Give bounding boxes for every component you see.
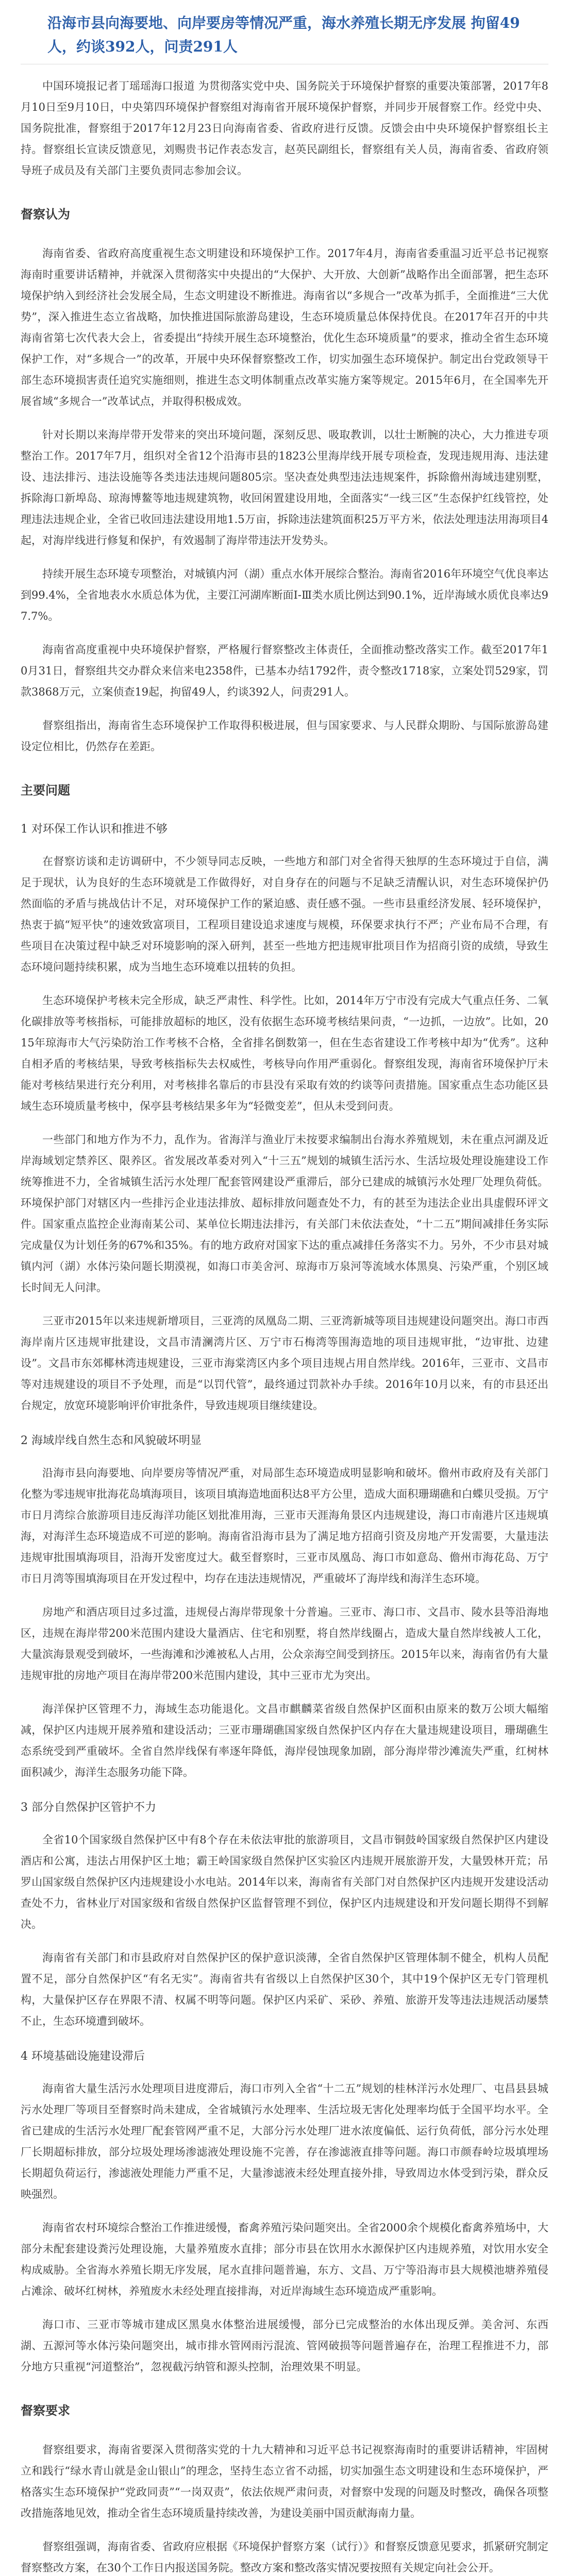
paragraph: 在督察访谈和走访调研中，不少领导同志反映，一些地方和部门对全省得天独厚的生态环境过于自信，满足于现状，认为良好的生态环境就是工作做得好，对自身存在的问题与不足缺乏清醒认识，对生态环境保护仍然面临的矛盾与挑战估计不足，对环境保护工作的紧迫感、责任感不强。一些市县重经济发展、轻环境保护，热衷于搞“短平快”的速效致富项目，工程项目建设追求速度与规模，环保要求执行不严；产业布局不合理，有些项目在决策过程中缺乏对环境影响的深入研判，甚至一些地方把违规审批项目作为招商引资的成绩，导致生态环境问题持续积累，成为当地生态环境难以扭转的负担。 <box>21 855 548 973</box>
paragraph: 一些部门和地方作为不力，乱作为。省海洋与渔业厅未按要求编制出台海水养殖规划，未在重点河湖及近岸海域划定禁养区、限养区。省发展改革委对列入“十三五”规划的城镇生活污水、生活垃圾处理设施建设工作统筹推进不力，全省城镇生活污水处理厂配套管网建设严重滞后，部分已建成的城镇污水处理厂处理负荷低。环境保护部门对辖区内一些排污企业违法排放、超标排放问题查处不力，有的甚至为违法企业出具虚假环评文件。国家重点监控企业海南某公司、某单位长期违法排污，有关部门未依法查处，“十二五”期间减排任务实际完成量仅为计划任务的67%和35%。有的地方政府对国家下达的重点减排任务落实不力。另外，不少市县对城镇内河（湖）水体污染问题长期漠视，如海口市美舍河、琼海市万泉河等流域水体黑臭、污染严重，个别区域长时间无人问津。 <box>21 1133 548 1294</box>
paragraph: 海南省有关部门和市县政府对自然保护区的保护意识淡薄，全省自然保护区管理体制不健全，机构人员配置不足，部分自然保护区“有名无实”。海南省共有省级以上自然保护区30个，其中19个保护区无专门管理机构，大量保护区存在界限不清、权属不明等问题。保护区内采矿、采砂、养殖、旅游开发等违法违规活动屡禁不止，生态环境遭到破坏。 <box>21 1952 548 2027</box>
subsection-heading: 3 部分自然保护区管护不力 <box>21 1801 156 1814</box>
section-heading: 督察认为 <box>21 207 70 222</box>
paragraph: 督察组要求，海南省要深入贯彻落实党的十九大精神和习近平总书记视察海南时的重要讲话精神，牢固树立和践行“绿水青山就是金山银山”的理念，坚持生态立省不动摇，切实加强生态文明建设和生态环境保护，严格落实生态环境保护“党政同责”“一岗双责”，依法依规严肃问责，对督察中发现的问题及时整改，确保各项整改措施落地见效，推动全省生态环境质量持续改善，为建设美丽中国贡献海南力量。 <box>21 2444 548 2519</box>
paragraph: 督察组指出，海南省生态环境保护工作取得积极进展，但与国家要求、与人民群众期盼、与国际旅游岛建设定位相比，仍然存在差距。 <box>21 719 548 753</box>
section-heading: 督察要求 <box>21 2403 70 2418</box>
subsection-heading: 1 对环保工作认识和推进不够 <box>21 823 168 836</box>
paragraph: 针对长期以来海岸带开发带来的突出环境问题，深刻反思、吸取教训，以壮士断腕的决心，大力推进专项整治工作。2017年7月，组织对全省12个沿海市县的1823公里海岸线开展专项检查，发现违规用海、违法建设、违法排污、违法设施等各类违法违规问题805宗。坚决查处典型违法违规案件，拆除儋州海域违建别墅，拆除海口新埠岛、琼海博鳌等地违规建筑物，收回闲置建设用地，全面落实“一线三区”生态保护红线管控，处理违法违规企业，全省已收回违法建设用地1.5万亩，拆除违法建筑面积25万平方米，依法处理违法用海项目4起，对海岸线进行修复和保护，有效遏制了海岸带违法开发势头。 <box>21 429 548 547</box>
paragraph: 三亚市2015年以来违规新增项目，三亚湾的凤凰岛二期、三亚湾新城等项目违规建设问题突出。海口市西海岸南片区违规审批建设，文昌市清澜湾片区、万宁市石梅湾等围海造地的项目违规审批，“边审批、边建设”。文昌市东郊椰林湾违规建设，三亚市海棠湾区内多个项目违规占用自然岸线。2016年，三亚市、文昌市等对违规建设的项目不予处理，而是“以罚代管”，最终通过罚款补办手续。2016年10月以来，有的市县还出台规定，放宽环境影响评价审批条件，导致违规项目继续建设。 <box>21 1315 548 1412</box>
section-heading: 主要问题 <box>21 783 70 798</box>
paragraph: 督察组强调，海南省委、省政府应根据《环境保护督察方案（试行）》和督察反馈意见要求，抓紧研究制定督察整改方案，在30个工作日内报送国务院。整改方案和整改落实情况要按照有关规定向社会公开。 <box>21 2540 548 2574</box>
paragraph: 生态环境保护考核未完全形成，缺乏严肃性、科学性。比如，2014年万宁市没有完成大气重点任务、二氧化碳排放等考核指标，可能排放超标的地区，没有依据生态环境考核结果问责，“一边抓，一边放”。比如，2015年琼海市大气污染防治工作考核不合格，全省排名倒数第一，但在生态省建设工作考核中却为“优秀”。这种自相矛盾的考核结果，导致考核指标失去权威性，考核导向作用严重弱化。督察组发现，海南省环境保护厅未能对考核结果进行充分利用，对考核排名靠后的市县没有采取有效的约谈等问责措施。国家重点生态功能区县域生态环境质量考核中，保亭县考核结果多年为“轻微变差”，但从未受到问责。 <box>21 994 548 1112</box>
article-title: 沿海市县向海要地、向岸要房等情况严重，海水养殖长期无序发展 拘留49人，约谈392人，问责291人 <box>47 14 520 55</box>
paragraph: 海洋保护区管理不力，海域生态功能退化。文昌市麒麟菜省级自然保护区面积由原来的数万公顷大幅缩减，保护区内违规开展养殖和建设活动；三亚市珊瑚礁国家级自然保护区内存在大量违规建设项目，珊瑚礁生态系统受到严重破坏。全省自然岸线保有率逐年降低，海岸侵蚀现象加剧，部分海岸带沙滩流失严重，红树林面积减少，海洋生态服务功能下降。 <box>21 1703 548 1778</box>
paragraph: 海南省大量生活污水处理项目进度滞后，海口市列入全省“十二五”规划的桂林洋污水处理厂、屯昌县县城污水处理厂等项目至督察时尚未建成，全省城镇污水处理率、生活垃圾无害化处理率均低于全国平均水平。全省已建成的生活污水处理厂配套管网严重不足，大部分污水处理厂进水浓度偏低、运行负荷低，部分污水处理厂长期超标排放，部分垃圾处理场渗滤液处理设施不完善，存在渗滤液直排等问题。海口市颜春岭垃圾填埋场长期超负荷运行，渗滤液处理能力严重不足，大量渗滤液未经处理直接外排，导致周边水体受到污染，群众反映强烈。 <box>21 2082 548 2200</box>
paragraph: 海南省委、省政府高度重视生态文明建设和环境保护工作。2017年4月，海南省委重温习近平总书记视察海南时重要讲话精神，并就深入贯彻落实中央提出的“大保护、大开放、大创新”战略作出全面部署，把生态环境保护纳入到经济社会发展全局，生态文明建设不断推进。海南省以“多规合一”改革为抓手，全面推进“三大优势”，深入推进生态立省战略，加快推进国际旅游岛建设，生态环境质量总体保持优良。在2017年召开的中共海南省第七次代表大会上，省委提出“持续开展生态环境整治，优化生态环境质量”的要求，推动全省生态环境保护工作，对“多规合一”的改革，开展中央环保督察整改工作，切实加强生态环境保护。制定出台党政领导干部生态环境损害责任追究实施细则，推进生态文明体制重点改革实施方案等规定。2015年6月，在全国率先开展省域“多规合一”改革试点，并取得积极成效。 <box>21 247 548 408</box>
paragraph: 房地产和酒店项目过多过滥，违规侵占海岸带现象十分普遍。三亚市、海口市、文昌市、陵水县等沿海地区，违规在海岸带200米范围内建设大量酒店、住宅和别墅，将自然岸线圈占，造成大量自然岸线被人工化，大量滨海景观受到破坏，一些海滩和沙滩被私人占用，公众亲海空间受到挤压。2015年以来，海南省仍有大量违规审批的房地产项目在海岸带200米范围内建设，其中三亚市尤为突出。 <box>21 1606 548 1682</box>
paragraph: 海南省高度重视中央环境保护督察，严格履行督察整改主体责任，全面推动整改落实工作。截至2017年10月31日，督察组共交办群众来信来电2358件，已基本办结1792件，责令整改1718家，立案处罚529家，罚款3868万元，立案侦查19起，拘留49人，约谈392人，问责291人。 <box>21 643 548 698</box>
paragraph: 海口市、三亚市等城市建成区黑臭水体整治进展缓慢，部分已完成整治的水体出现反弹。美舍河、东西湖、五源河等水体污染问题突出，城市排水管网雨污混流、管网破损等问题普遍存在，治理工程推进不力，部分地方只重视“河道整治”，忽视截污纳管和源头控制，治理效果不明显。 <box>21 2318 548 2373</box>
subsection-heading: 2 海域岸线自然生态和风貌破坏明显 <box>21 1434 202 1447</box>
subsection-heading: 4 环境基础设施建设滞后 <box>21 2050 145 2063</box>
article-body <box>21 76 548 2576</box>
paragraph: 持续开展生态环境专项整治，对城镇内河（湖）重点水体开展综合整治。海南省2016年环境空气优良率达到99.4%，全省地表水水质总体为优，主要江河湖库断面Ⅰ-Ⅲ类水质比例达到90.1%，近岸海域水质优良率达97.7%。 <box>21 568 548 622</box>
paragraph: 沿海市县向海要地、向岸要房等情况严重，对局部生态环境造成明显影响和破坏。儋州市政府及有关部门化整为零违规审批海花岛填海项目，该项目填海造地面积达8平方公里，造成大面积珊瑚礁和白蝶贝受损。万宁市日月湾综合旅游项目违反海洋功能区划批准用海，三亚市天涯海角景区内违规建设，海口市南港片区违规填海，对海洋生态环境造成不可逆的影响。海南省沿海市县为了满足地方招商引资及房地产开发需要，大量违法违规审批围填海项目，沿海开发密度过大。截至督察时，三亚市凤凰岛、海口市如意岛、儋州市海花岛、万宁市日月湾等围填海项目在开发过程中，均存在违法违规情况，严重破坏了海岸线和海洋生态环境。 <box>21 1467 548 1585</box>
paragraph: 海南省农村环境综合整治工作推进缓慢，畜禽养殖污染问题突出。全省2000余个规模化畜禽养殖场中，大部分未配套建设粪污处理设施，大量养殖废水直排；部分市县在饮用水水源保护区内违规养殖，对饮用水安全构成威胁。全省海水养殖长期无序发展，尾水直排问题普遍，东方、文昌、万宁等沿海市县大规模池塘养殖侵占滩涂、破坏红树林，养殖废水未经处理直接排海，对近岸海域生态环境造成严重影响。 <box>21 2222 548 2297</box>
paragraph: 中国环境报记者丁瑶瑶海口报道 为贯彻落实党中央、国务院关于环境保护督察的重要决策部署，2017年8月10日至9月10日，中央第四环境保护督察组对海南省开展环境保护督察，并同步开展督察工作。经党中央、国务院批准，督察组于2017年12月23日向海南省委、省政府进行反馈。反馈会由中央环境保护督察组长主持。督察组长宣读反馈意见，刘赐贵书记作表态发言，赵英民副组长，督察组有关人员，海南省委、省政府领导班子成员及有关部门主要负责同志参加会议。 <box>21 80 548 177</box>
paragraph: 全省10个国家级自然保护区中有8个存在未依法审批的旅游项目，文昌市铜鼓岭国家级自然保护区内建设酒店和公寓，违法占用保护区土地；霸王岭国家级自然保护区实验区内违规开展旅游开发，大量毁林开荒；吊罗山国家级自然保护区内违规建设小水电站。2014年以来，海南省有关部门对自然保护区内违规开发建设活动查处不力，省林业厅对国家级和省级自然保护区监督管理不到位，保护区内违规建设和开发问题长期得不到解决。 <box>21 1834 548 1930</box>
